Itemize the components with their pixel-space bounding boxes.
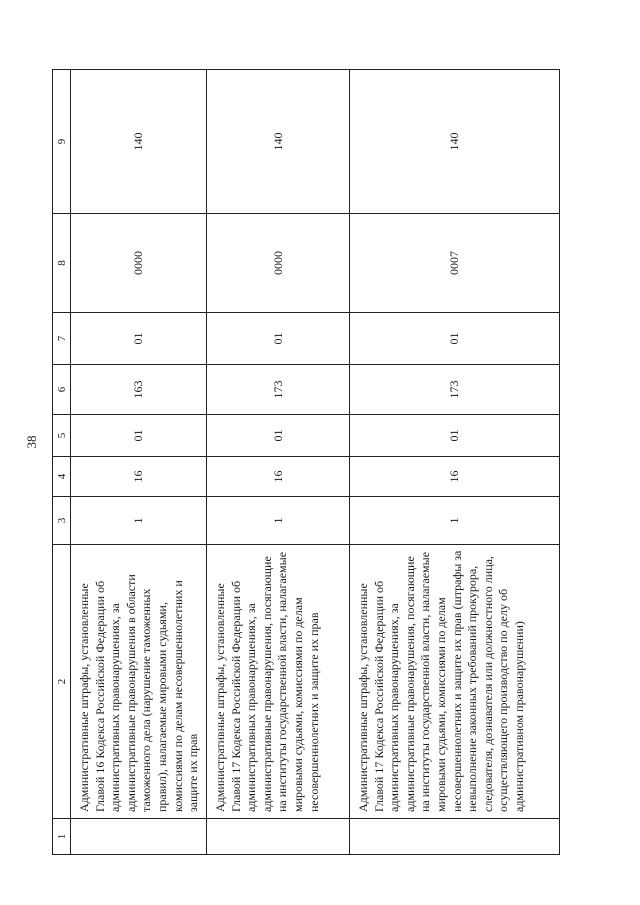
row-2-col-6: 173: [207, 365, 350, 415]
row-2-description: Административные штрафы, установленные Главой 17 Кодекса Российской Федерации об административных правонарушениях, за административные правонарушения, посягающие на институты государственной власти, налагаемые мировыми судьями, комиссиями по делам несовершеннолетних и защите их прав: [207, 545, 350, 819]
table-row: [350, 70, 560, 855]
row-1-description: Административные штрафы, установленные Главой 16 Кодекса Российской Федерации об административных правонарушениях, за административные правонарушения в области таможенного дела (нарушение таможенных правил), налагаемые мировыми судьями, комиссиями по делам несовершеннолетних и защите их прав: [71, 545, 207, 819]
row-1-col-3: 1: [71, 497, 207, 545]
row-3-col-3: 1: [350, 497, 560, 545]
row-3-col-7: 01: [350, 313, 560, 365]
rotated-table-container: [52, 70, 558, 855]
row-2-col-5: 01: [207, 415, 350, 457]
row-2-col-9: 140: [207, 70, 350, 214]
row-1-col-9: 140: [71, 70, 207, 214]
row-3-col-9: 140: [350, 70, 560, 214]
row-2-col-1: [207, 819, 350, 855]
row-3-col-6: 173: [350, 365, 560, 415]
row-1-col-6: 163: [71, 365, 207, 415]
row-1-col-8: 0000: [71, 214, 207, 313]
fines-table: [52, 69, 560, 855]
row-2-col-8: 0000: [207, 214, 350, 313]
row-3-col-8: 0007: [350, 214, 560, 313]
row-2-col-7: 01: [207, 313, 350, 365]
row-1-col-4: 16: [71, 457, 207, 497]
row-1-col-7: 01: [71, 313, 207, 365]
header-cell-9: 9: [53, 70, 71, 214]
row-3-col-4: 16: [350, 457, 560, 497]
row-1-col-5: 01: [71, 415, 207, 457]
row-2-col-4: 16: [207, 457, 350, 497]
header-cell-3: 3: [53, 497, 71, 545]
page-number: 38: [24, 435, 39, 449]
header-cell-7: 7: [53, 313, 71, 365]
row-3-description: Административные штрафы, установленные Главой 17 Кодекса Российской Федерации об административных правонарушениях, за административные правонарушения, посягающие на институты государственной власти, налагаемые мировыми судьями, комиссиями по делам несовершеннолетних и защите их прав (штрафы за невыполнение законных требований прокурора, следователя, дознавателя или должностного лица, осуществляющего производство по делу об административном правонарушении): [350, 545, 560, 819]
header-cell-8: 8: [53, 214, 71, 313]
table-row: [207, 70, 350, 855]
row-2-col-3: 1: [207, 497, 350, 545]
header-cell-4: 4: [53, 457, 71, 497]
header-cell-2: 2: [53, 545, 71, 819]
header-cell-1: 1: [53, 819, 71, 855]
header-cell-6: 6: [53, 365, 71, 415]
row-1-col-1: [71, 819, 207, 855]
row-3-col-5: 01: [350, 415, 560, 457]
table-row: [71, 70, 207, 855]
table-header-row: [53, 70, 71, 855]
row-3-col-1: [350, 819, 560, 855]
header-cell-5: 5: [53, 415, 71, 457]
